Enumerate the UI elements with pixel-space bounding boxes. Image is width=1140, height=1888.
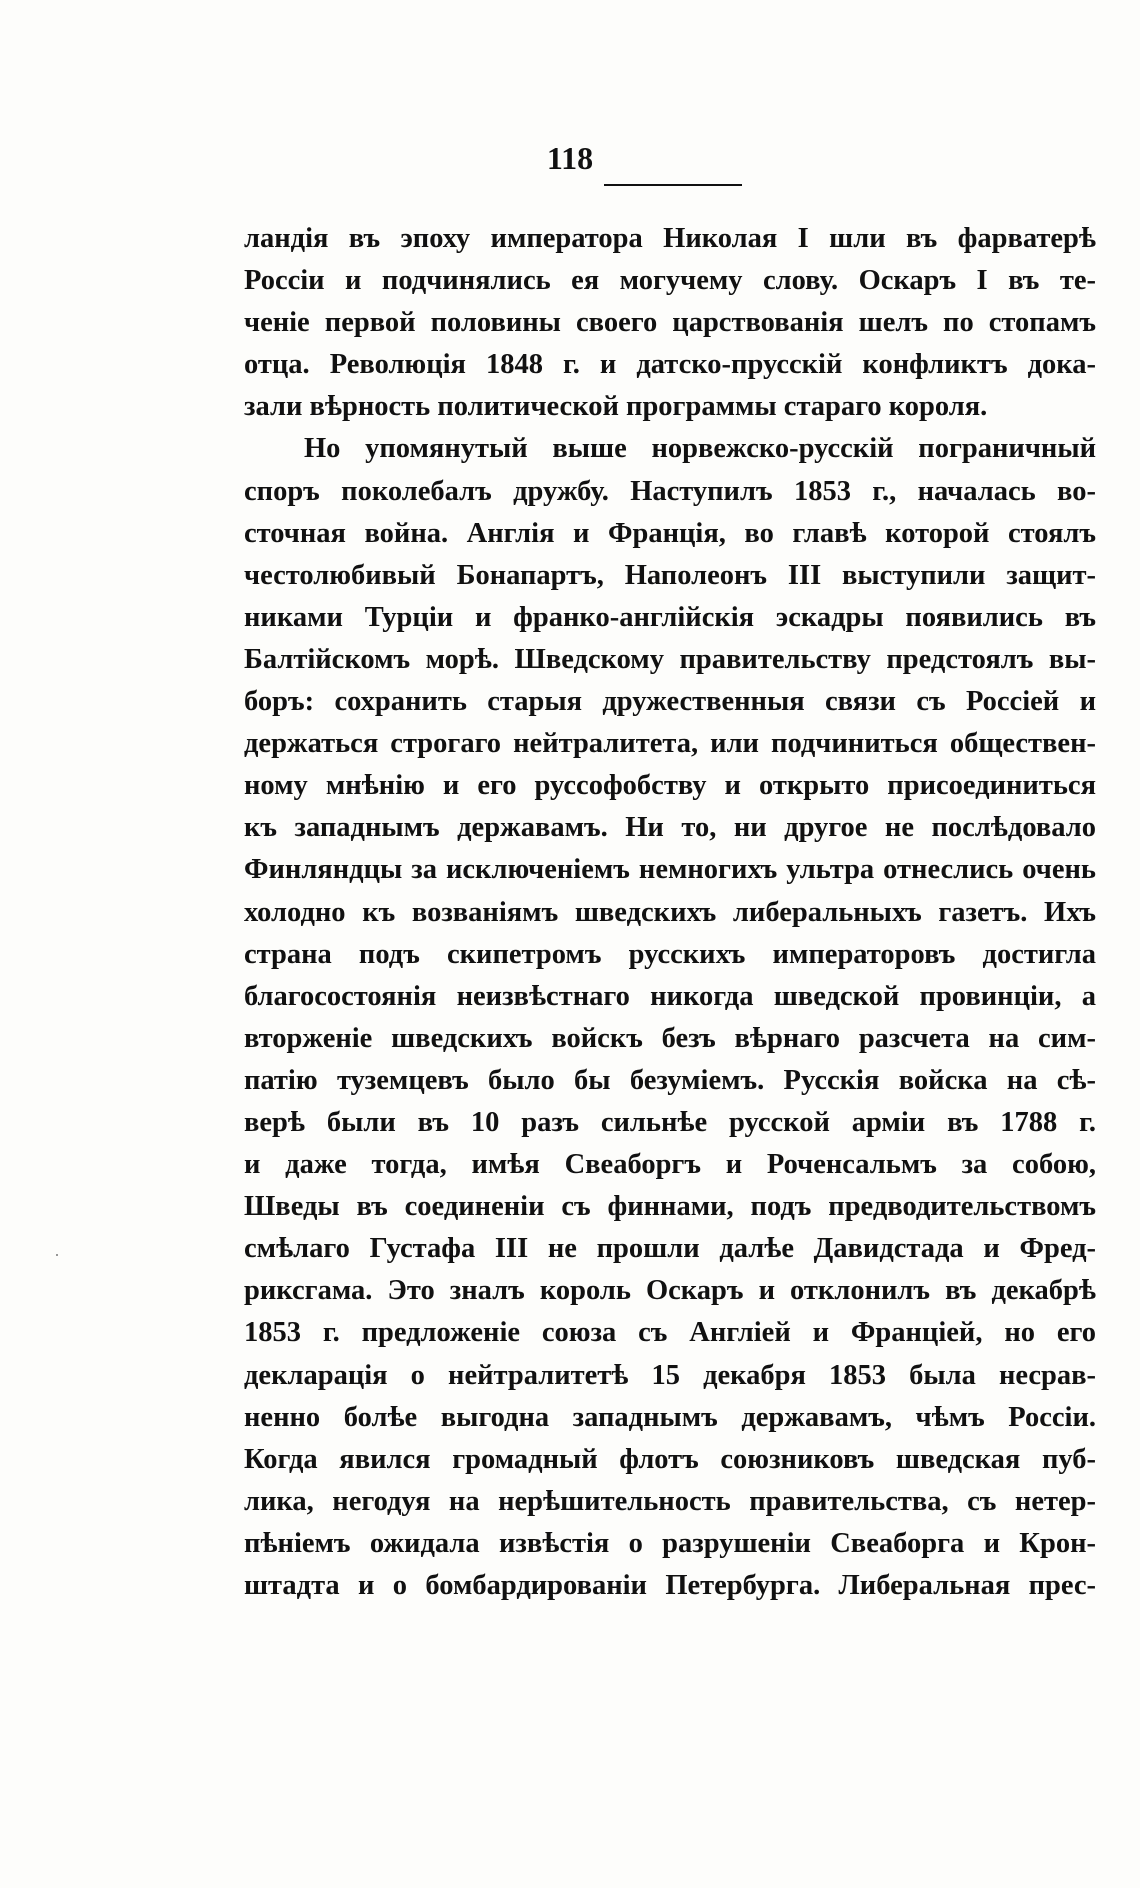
text-line: благосостоянія неизвѣстнаго никогда шведской провинціи, а	[244, 980, 1096, 1012]
scan-speck	[56, 1254, 58, 1256]
text-line: вторженіе шведскихъ войскъ безъ вѣрнаго разсчета на сим-	[244, 1022, 1096, 1054]
text-line: и даже тогда, имѣя Свеаборгъ и Роченсальмъ за собою,	[244, 1149, 1096, 1181]
text-line: Когда явился громадный флотъ союзниковъ шведская пуб-	[244, 1443, 1096, 1475]
text-line: патію туземцевъ было бы безуміемъ. Русскія войска на сѣ-	[244, 1064, 1096, 1096]
page-number-rule	[604, 184, 742, 186]
text-line: страна подъ скипетромъ русскихъ императоровъ достигла	[244, 938, 1096, 970]
text-line: Россіи и подчинялись ея могучему слову. Оскаръ I въ те-	[244, 265, 1096, 297]
text-line: Шведы въ соединеніи съ финнами, подъ предводительствомъ	[244, 1191, 1096, 1223]
body-text	[244, 218, 1096, 1607]
text-line: 1853 г. предложеніе союза съ Англіей и Франціей, но его	[244, 1317, 1096, 1349]
text-line: верѣ были въ 10 разъ сильнѣе русской арміи въ 1788 г.	[244, 1106, 1096, 1138]
text-line: лика, негодуя на нерѣшительность правительства, съ нетер-	[244, 1485, 1096, 1517]
text-line: сточная война. Англія и Франція, во главѣ которой стоялъ	[244, 517, 1096, 549]
text-line: отца. Революція 1848 г. и датско-прусскій конфликтъ дока-	[244, 349, 1096, 381]
text-line: зали вѣрность политической программы стараго короля.	[244, 391, 988, 423]
text-line: ченіе первой половины своего царствованія шелъ по стопамъ	[244, 307, 1096, 339]
text-line: честолюбивый Бонапартъ, Наполеонъ III выступили защит-	[244, 559, 1096, 591]
text-line: Финляндцы за исключеніемъ немногихъ ультра отнеслись очень	[244, 854, 1096, 886]
text-line: къ западнымъ державамъ. Ни то, ни другое не послѣдовало	[244, 812, 1096, 844]
text-line: ландія въ эпоху императора Николая I шли въ фарватерѣ	[244, 223, 1096, 254]
text-line: штадта и о бомбардированіи Петербурга. Либеральная прес-	[244, 1570, 1096, 1601]
text-line: смѣлаго Густафа III не прошли далѣе Давидстада и Фред-	[244, 1233, 1096, 1265]
text-line: держаться строгаго нейтралитета, или подчиниться обществен-	[244, 728, 1096, 760]
page-number: 118	[546, 140, 594, 176]
text-line: Но упомянутый выше норвежско-русскій пограничный	[304, 433, 1096, 465]
text-line: декларація о нейтралитетѣ 15 декабря 1853 была несрав-	[244, 1359, 1096, 1391]
text-line: холодно къ возваніямъ шведскихъ либеральныхъ газетъ. Ихъ	[244, 896, 1096, 928]
text-line: боръ: сохранить старыя дружественныя связи съ Россіей и	[244, 686, 1096, 718]
text-line: пѣніемъ ожидала извѣстія о разрушеніи Свеаборга и Крон-	[244, 1527, 1096, 1559]
text-line: Балтійскомъ морѣ. Шведскому правительству предстоялъ вы-	[244, 643, 1096, 675]
text-line: никами Турціи и франко-англійскія эскадры появились въ	[244, 601, 1096, 633]
text-line: ненно болѣе выгодна западнымъ державамъ, чѣмъ Россіи.	[244, 1401, 1096, 1433]
text-line: риксгама. Это зналъ король Оскаръ и отклонилъ въ декабрѣ	[244, 1275, 1096, 1307]
text-line: ному мнѣнію и его руссофобству и открыто присоединиться	[244, 770, 1096, 802]
text-line: споръ поколебалъ дружбу. Наступилъ 1853 г., началась во-	[244, 475, 1096, 507]
